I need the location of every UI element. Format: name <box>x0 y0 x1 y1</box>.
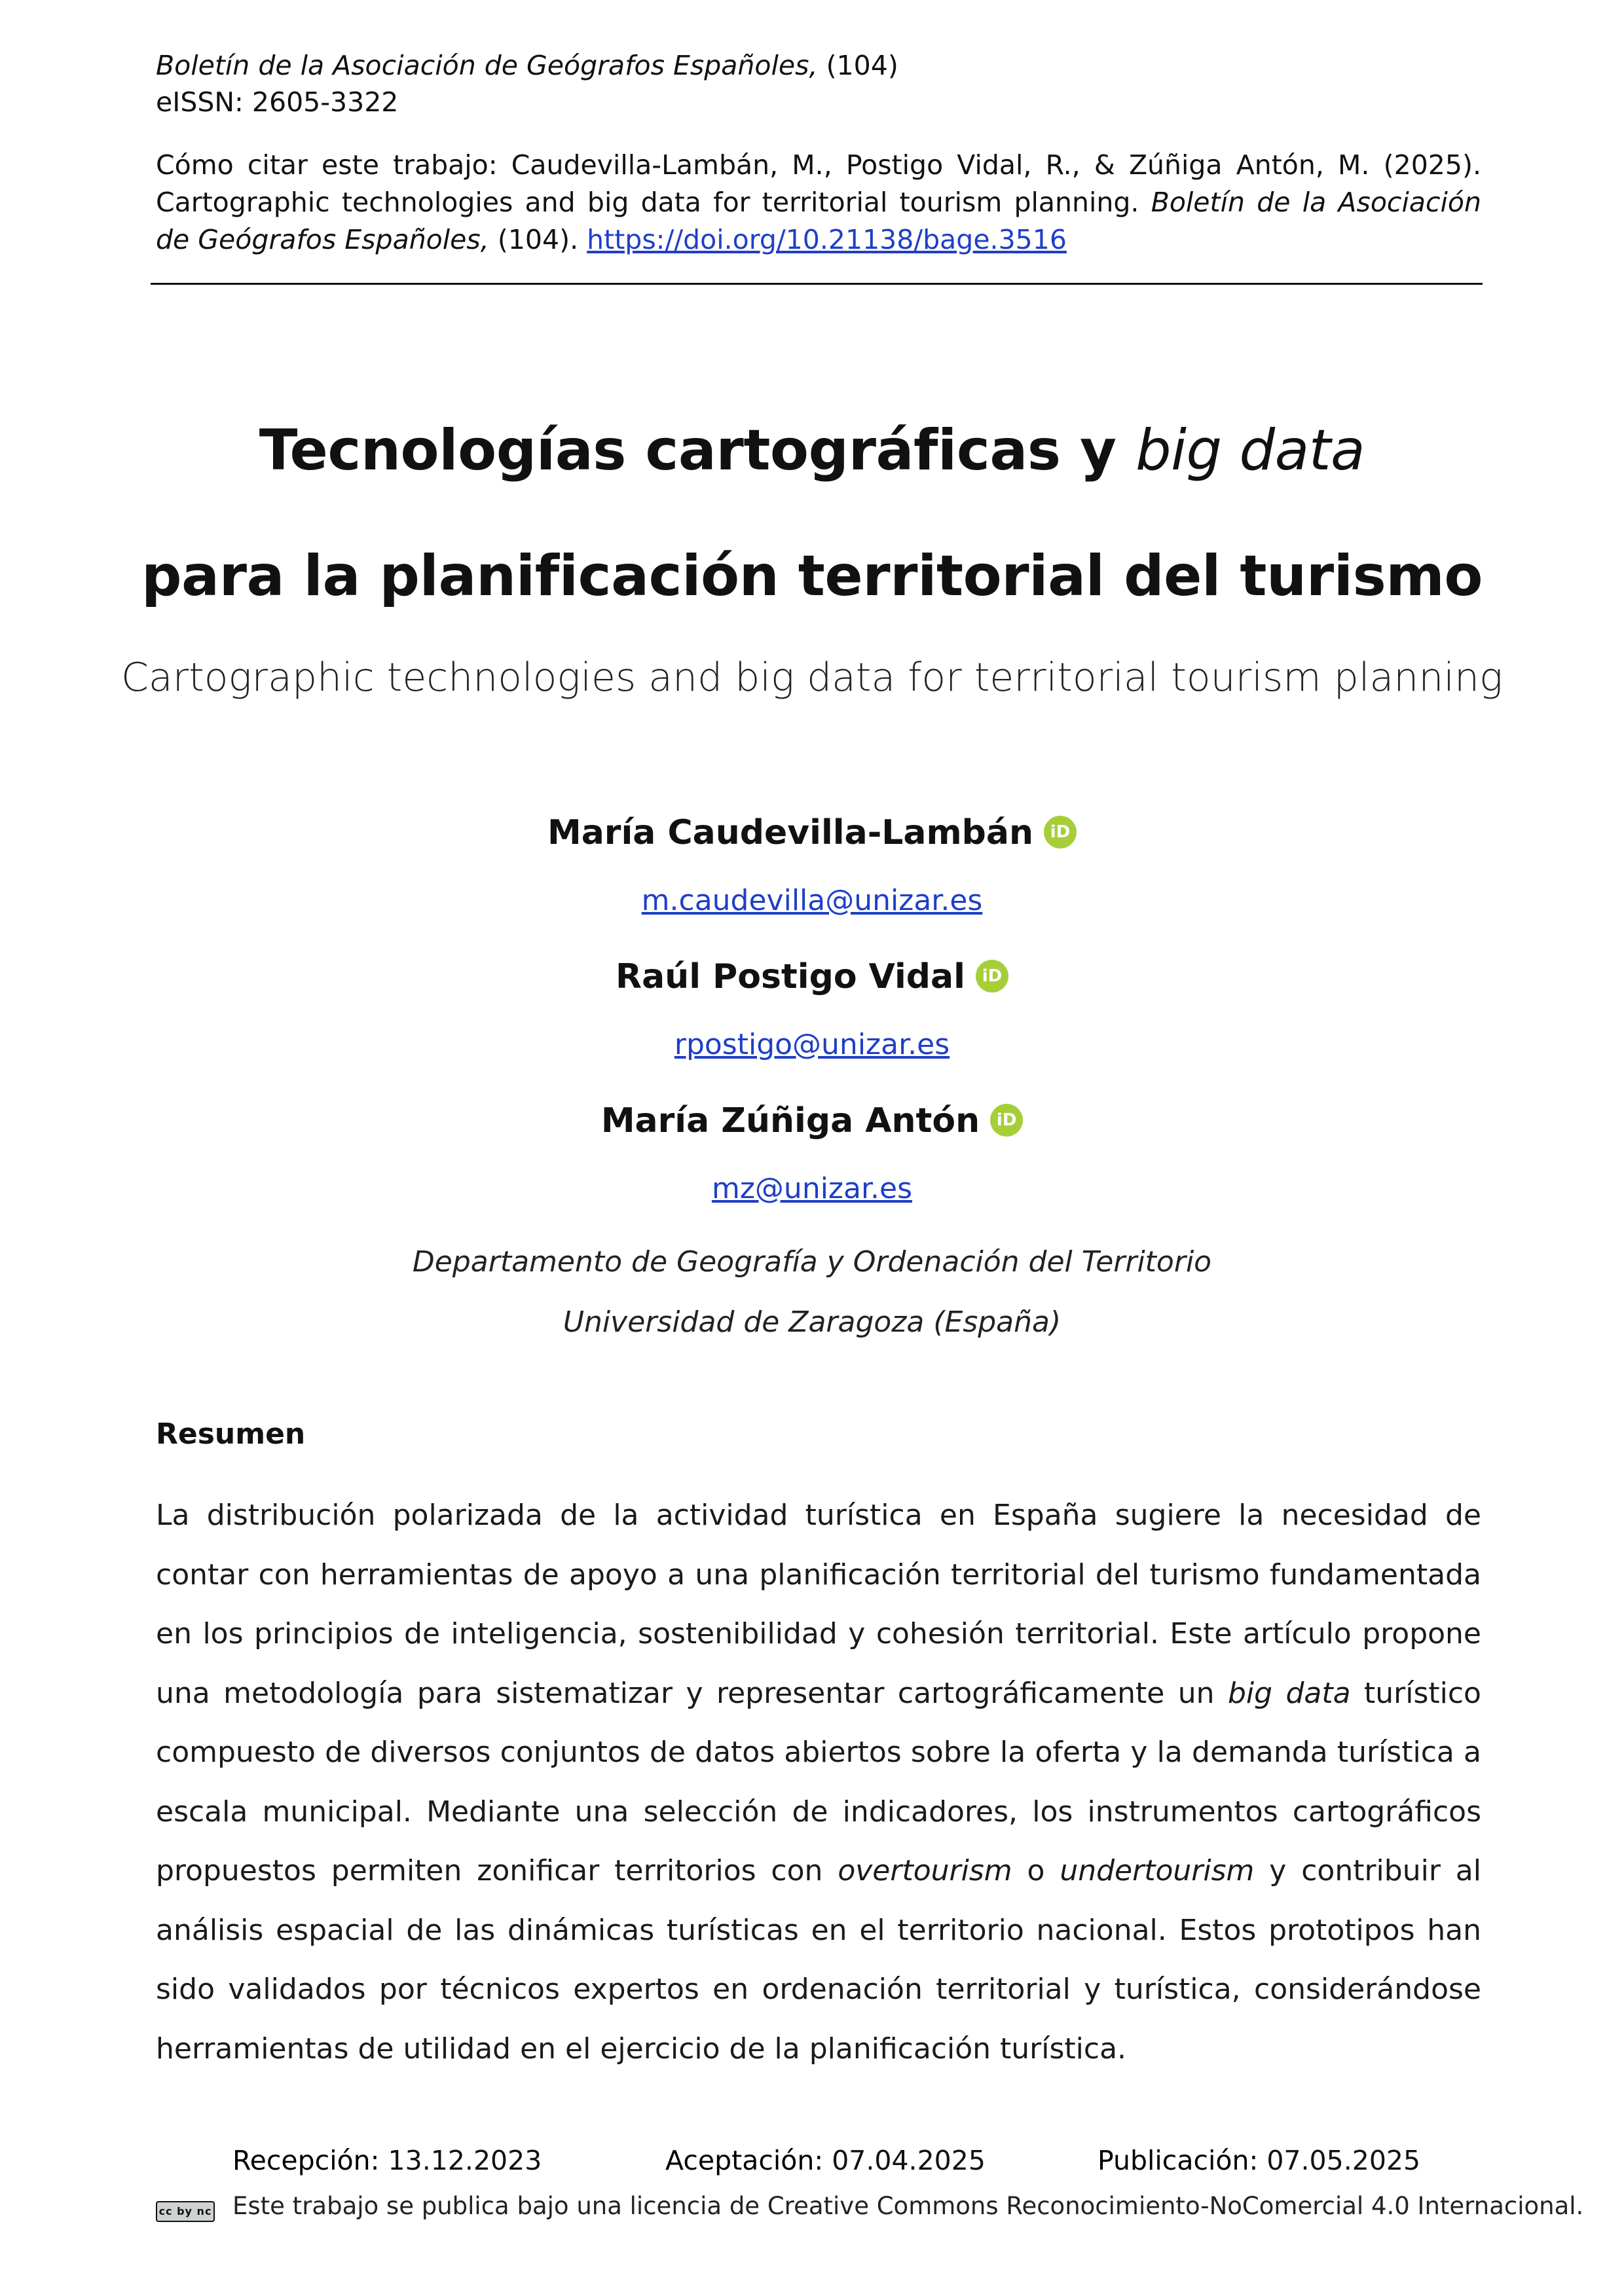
license-text: Este trabajo se publica bajo una licencia de Creative Commons Reconocimiento-NoComercial 4.0 Internacional. <box>232 2192 1584 2220</box>
author-name-text: María Zúñiga Antón <box>600 1101 980 1140</box>
email-link[interactable]: rpostigo@unizar.es <box>674 1028 950 1061</box>
abstract-text: y contribuir al análisis espacial de las dinámicas turísticas en el territorio nacional. Estos prototipos han sido validados por técnicos expertos en ordenación territorial y turística, considerándose herramientas de utilidad en el ejercicio de la planificación turística. <box>156 1854 1481 2066</box>
author-name-2 <box>0 957 1624 996</box>
citation-issue: (104). <box>497 224 579 255</box>
abstract-text: o <box>1027 1854 1045 1887</box>
email-link[interactable]: m.caudevilla@unizar.es <box>641 884 983 917</box>
doi-link[interactable]: https://doi.org/10.21138/bage.3516 <box>587 224 1067 255</box>
citation-text: Caudevilla-Lambán, M., Postigo Vidal, R., & Zúñiga Antón, M. (2025). Cartographic technologies and big data for territorial tourism planning. <box>156 149 1481 218</box>
journal-header <box>156 47 898 84</box>
publication-label: Publicación: <box>1098 2145 1259 2176</box>
reception-date <box>232 2145 542 2176</box>
journal-name: Boletín de la Asociación de Geógrafos Españoles, <box>156 50 818 81</box>
orcid-icon[interactable]: iD <box>976 960 1008 993</box>
citation-block <box>156 147 1481 259</box>
title-text-italic: big data <box>1135 418 1365 483</box>
publication-value: 07.05.2025 <box>1266 2145 1421 2176</box>
abstract-text: La distribución polarizada de la actividad turística en España sugiere la necesidad de contar con herramientas de apoyo a una planificación territorial del turismo fundamentada en los principios de inteligencia, sostenibilidad y cohesión territorial. Este artículo propone una metodología para sistematizar y representar cartográficamente un <box>156 1499 1481 1710</box>
orcid-icon[interactable]: iD <box>990 1104 1023 1137</box>
author-name-text: María Caudevilla-Lambán <box>547 813 1034 852</box>
affiliation-university: Universidad de Zaragoza (España) <box>563 1305 1061 1339</box>
orcid-icon[interactable]: iD <box>1044 816 1077 848</box>
publication-date <box>1098 2145 1420 2176</box>
reception-value: 13.12.2023 <box>388 2145 542 2176</box>
acceptance-value: 07.04.2025 <box>832 2145 986 2176</box>
abstract-body <box>156 1486 1481 2079</box>
affiliation-department: Departamento de Geografía y Ordenación del Territorio <box>412 1245 1212 1279</box>
header-divider <box>151 283 1483 285</box>
reception-label: Recepción: <box>232 2145 380 2176</box>
title-line-1 <box>0 418 1624 483</box>
author-name-text: Raúl Postigo Vidal <box>616 957 965 996</box>
citation-label: Cómo citar este trabajo: <box>156 149 498 181</box>
title-text-a: Tecnologías cartográficas y <box>259 418 1116 483</box>
title-line-2: para la planificación territorial del turismo <box>141 543 1483 609</box>
acceptance-label: Aceptación: <box>665 2145 824 2176</box>
email-link[interactable]: mz@unizar.es <box>711 1172 913 1205</box>
journal-issue: (104) <box>826 50 898 81</box>
acceptance-date <box>665 2145 986 2176</box>
abstract-emphasis: big data <box>1227 1676 1351 1710</box>
author-email-2 <box>0 1028 1624 1061</box>
abstract-emphasis: overtourism <box>838 1854 1012 1887</box>
english-subtitle: Cartographic technologies and big data for territorial tourism planning <box>120 655 1504 701</box>
author-name-3 <box>0 1101 1624 1140</box>
abstract-heading: Resumen <box>156 1417 306 1451</box>
citation-journal: Boletín de la Asociación de Geógrafos Españoles, <box>156 187 1481 255</box>
cc-license-icon[interactable]: cc by nc <box>156 2201 215 2222</box>
author-email-1 <box>0 884 1624 917</box>
issn-label: eISSN: <box>156 86 244 118</box>
abstract-emphasis: undertourism <box>1060 1854 1255 1887</box>
author-email-3 <box>0 1172 1624 1205</box>
abstract-text: turístico compuesto de diversos conjuntos de datos abiertos sobre la oferta y la demanda turística a escala municipal. Mediante una selección de indicadores, los instrumentos cartográficos propuestos permiten zonificar territorios con <box>156 1676 1481 1887</box>
author-name-1 <box>0 813 1624 852</box>
issn-line <box>156 84 398 120</box>
issn-value: 2605-3322 <box>251 86 399 118</box>
